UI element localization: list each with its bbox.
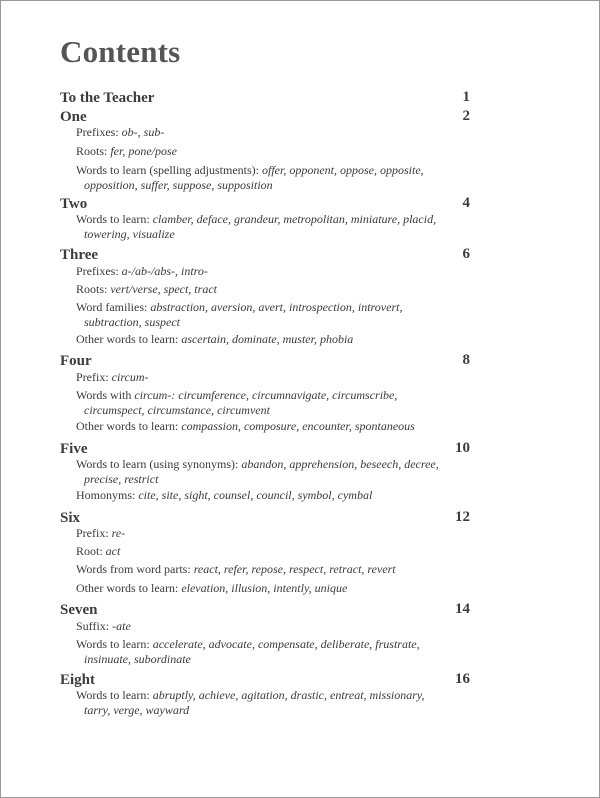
entry-words: abandon, apprehension, beseech, decree, precise, restrict: [84, 457, 439, 486]
section-page-number: 6: [462, 246, 470, 262]
page-title: Contents: [60, 34, 181, 69]
entry-words: clamber, deface, grandeur, metropolitan, miniature, placid, towering, visualize: [84, 212, 437, 241]
section-heading: Six: [60, 510, 81, 526]
section-heading: Four: [60, 353, 92, 369]
section-page-number: 2: [462, 108, 470, 124]
entry-words: circum-: [111, 370, 149, 384]
toc-section-six[interactable]: [60, 509, 470, 527]
entry-label: Words with: [76, 388, 135, 402]
section-page-number: 1: [462, 89, 470, 105]
entry-words: circum-: circumference, circumnavigate, circumscribe, circumspect, circumstance, circumvent: [84, 388, 398, 417]
entry-words: ascertain, dominate, muster, phobia: [181, 332, 354, 346]
entry-label: Roots:: [76, 282, 111, 296]
toc-section-three[interactable]: [60, 246, 470, 264]
toc-entry: [76, 212, 444, 241]
toc-section-seven[interactable]: [60, 601, 470, 619]
entry-label: Words to learn (spelling adjustments):: [76, 163, 262, 177]
toc-section-five[interactable]: [60, 440, 470, 458]
entry-label: Root:: [76, 544, 106, 558]
toc-section-one[interactable]: [60, 108, 470, 126]
section-page-number: 8: [462, 352, 470, 368]
toc-entry: [76, 264, 444, 279]
entry-label: Words from word parts:: [76, 562, 194, 576]
entry-label: Homonyms:: [76, 488, 139, 502]
toc-entry: [76, 488, 444, 503]
section-page-number: 10: [455, 440, 470, 456]
entry-words: abruptly, achieve, agitation, drastic, entreat, missionary, tarry, verge, wayward: [84, 688, 425, 717]
toc-entry: [76, 688, 444, 717]
entry-words: vert/verse, spect, tract: [110, 282, 217, 296]
entry-words: -ate: [112, 619, 131, 633]
entry-words: abstraction, aversion, avert, introspection, introvert, subtraction, suspect: [84, 300, 403, 329]
toc-entry: [76, 125, 444, 140]
section-page-number: 12: [455, 509, 470, 525]
toc-entry: [76, 419, 444, 434]
toc-entry: [76, 581, 444, 596]
entry-words: re-: [111, 526, 126, 540]
entry-words: a-/ab-/abs-, intro-: [121, 264, 208, 278]
toc-entry: [76, 388, 444, 417]
entry-label: Other words to learn:: [76, 332, 182, 346]
toc-entry: [76, 562, 444, 577]
section-heading: To the Teacher: [60, 90, 155, 106]
section-page-number: 14: [455, 601, 470, 617]
section-heading: Five: [60, 441, 88, 457]
entry-label: Prefixes:: [76, 264, 122, 278]
toc-entry: [76, 163, 444, 192]
toc-entry: [76, 332, 444, 347]
entry-words: offer, opponent, oppose, opposite, opposition, suffer, suppose, supposition: [84, 163, 424, 192]
toc-section-two[interactable]: [60, 195, 470, 213]
toc-entry: [76, 637, 444, 666]
entry-words: cite, site, sight, counsel, council, symbol, cymbal: [138, 488, 373, 502]
toc-entry: [76, 370, 444, 385]
entry-words: act: [105, 544, 121, 558]
section-page-number: 16: [455, 671, 470, 687]
entry-words: fer, pone/pose: [110, 144, 177, 158]
entry-label: Prefix:: [76, 370, 112, 384]
section-heading: Seven: [60, 602, 98, 618]
entry-label: Suffix:: [76, 619, 113, 633]
toc-entry: [76, 457, 444, 486]
section-heading: One: [60, 109, 87, 125]
entry-label: Words to learn (using synonyms):: [76, 457, 242, 471]
entry-label: Word families:: [76, 300, 151, 314]
section-heading: Three: [60, 247, 99, 263]
entry-label: Words to learn:: [76, 637, 153, 651]
toc-entry: [76, 526, 444, 541]
entry-label: Words to learn:: [76, 212, 153, 226]
section-heading: Eight: [60, 672, 96, 688]
toc-entry: [76, 282, 444, 297]
section-heading: Two: [60, 196, 88, 212]
toc-section-four[interactable]: [60, 352, 470, 370]
toc-entry: [76, 544, 444, 559]
entry-label: Other words to learn:: [76, 581, 182, 595]
entry-label: Roots:: [76, 144, 111, 158]
entry-label: Other words to learn:: [76, 419, 182, 433]
entry-words: elevation, illusion, intently, unique: [181, 581, 348, 595]
entry-words: react, refer, repose, respect, retract, revert: [193, 562, 396, 576]
entry-words: ob-, sub-: [121, 125, 165, 139]
entry-words: accelerate, advocate, compensate, deliberate, frustrate, insinuate, subordinate: [84, 637, 420, 666]
toc-section-eight[interactable]: [60, 671, 470, 689]
entry-label: Prefixes:: [76, 125, 122, 139]
toc-entry: [76, 619, 444, 634]
entry-label: Prefix:: [76, 526, 112, 540]
toc-entry: [76, 144, 444, 159]
toc-entry: [76, 300, 444, 329]
section-page-number: 4: [462, 195, 470, 211]
entry-label: Words to learn:: [76, 688, 153, 702]
toc-section-to-the-teacher[interactable]: [60, 89, 470, 107]
entry-words: compassion, composure, encounter, spontaneous: [181, 419, 415, 433]
